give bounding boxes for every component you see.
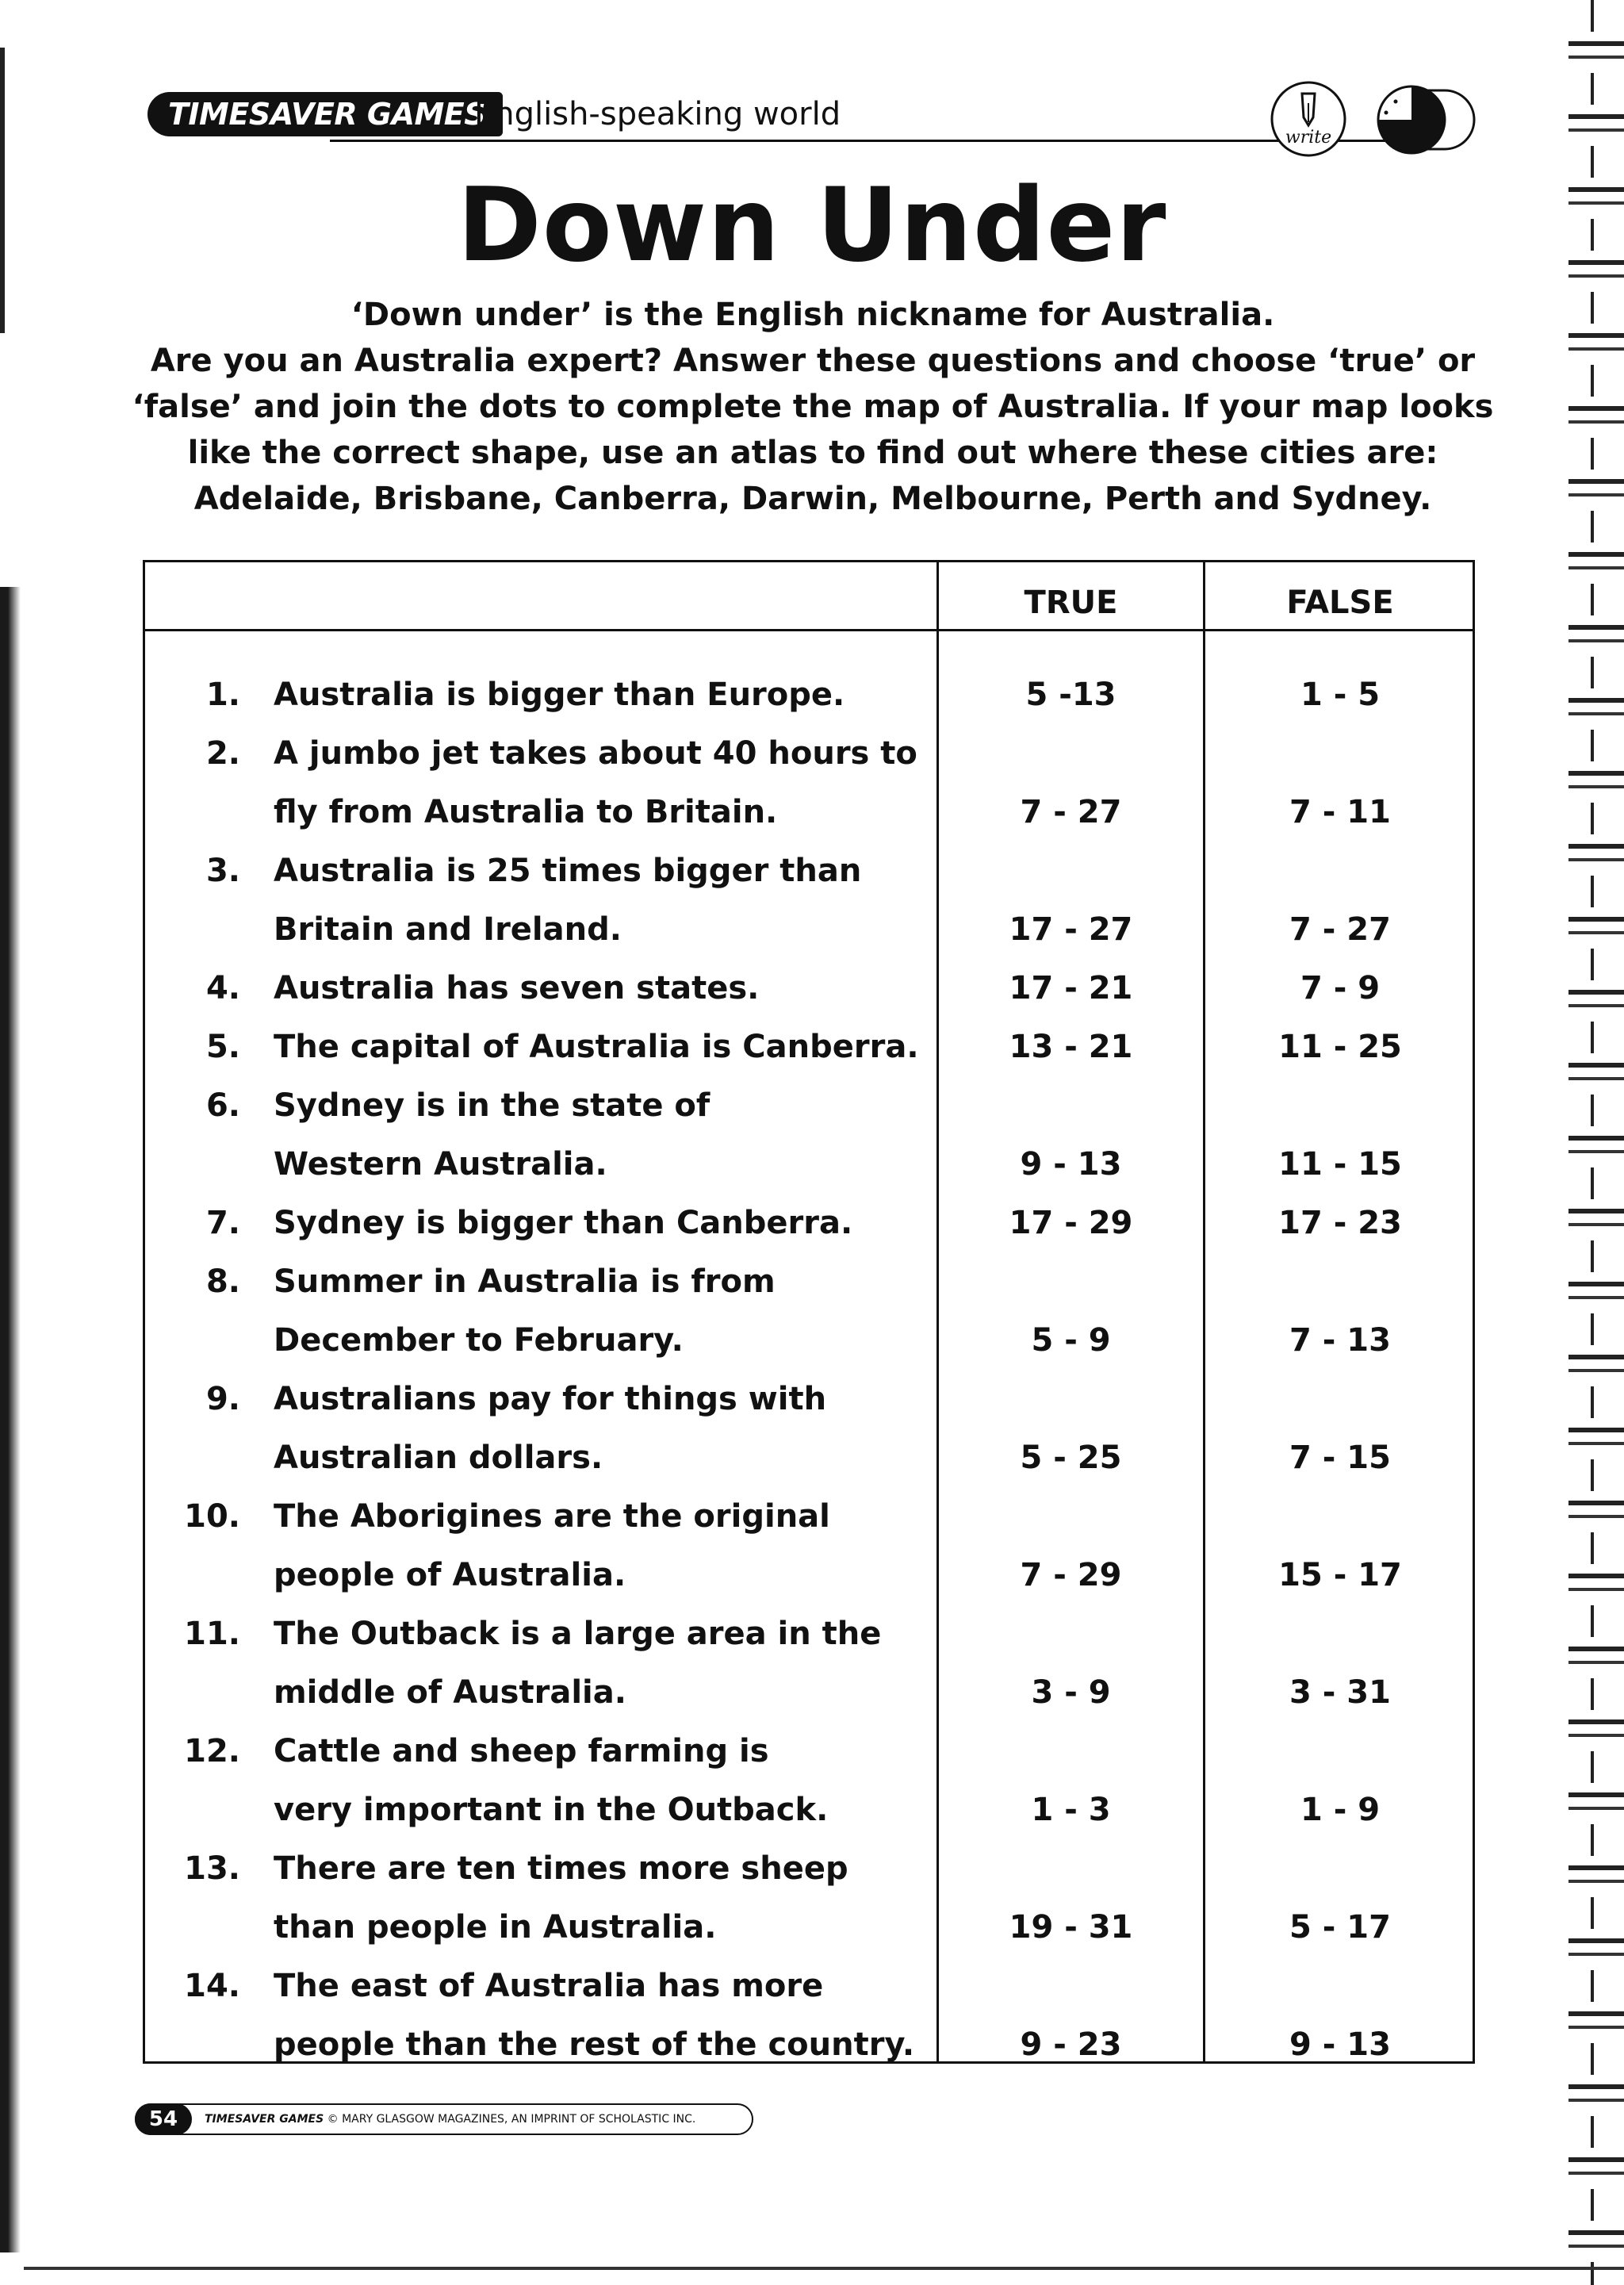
question-text: Australia has seven states.: [274, 970, 760, 1006]
question-row: [145, 1018, 1473, 1076]
question-text: Summer in Australia is from: [274, 1263, 776, 1300]
question-text: Australia is 25 times bigger than: [274, 853, 862, 889]
intro-line: like the correct shape, use an atlas to find out where these cities are:: [187, 435, 1438, 471]
question-text: Britain and Ireland.: [274, 911, 622, 948]
question-number: 11.: [184, 1616, 240, 1652]
false-dots-answer: 5 - 17: [1289, 1909, 1391, 1946]
spiral-binding-edge: [1568, 0, 1624, 2285]
question-row: [145, 665, 1473, 724]
intro-line: Are you an Australia expert? Answer these questions and choose ‘true’ or: [150, 343, 1476, 379]
question-number: 3.: [205, 853, 240, 889]
false-dots-answer: 1 - 5: [1300, 677, 1381, 713]
question-row: [145, 842, 1473, 959]
true-dots-answer: 9 - 23: [1020, 2026, 1122, 2063]
brand-badge: TIMESAVER GAMES: [147, 92, 503, 136]
header-subtitle: English-speaking world: [474, 96, 841, 132]
page-title: Down Under: [457, 167, 1167, 285]
question-row: [145, 1076, 1473, 1194]
true-dots-answer: 13 - 21: [1009, 1029, 1133, 1065]
question-text: Sydney is in the state of: [274, 1087, 710, 1124]
question-row: [145, 724, 1473, 842]
question-number: 12.: [184, 1733, 240, 1769]
write-pen-icon: [1266, 76, 1351, 162]
question-text: middle of Australia.: [274, 1674, 626, 1711]
false-dots-answer: 7 - 13: [1289, 1322, 1391, 1359]
question-row: [145, 1487, 1473, 1604]
scan-edge-bottom: [24, 2267, 1624, 2270]
question-number: 13.: [184, 1850, 240, 1887]
false-dots-answer: 7 - 27: [1289, 911, 1391, 948]
question-number: 4.: [205, 970, 240, 1006]
question-text: The east of Australia has more: [274, 1968, 824, 2004]
intro-line: ‘Down under’ is the English nickname for Australia.: [350, 297, 1275, 333]
question-row: [145, 1722, 1473, 1839]
page-footer: [135, 2103, 758, 2138]
question-text: Cattle and sheep farming is: [274, 1733, 769, 1769]
scan-edge-left: [0, 587, 21, 2252]
column-header-true: TRUE: [1024, 585, 1118, 621]
question-text: Western Australia.: [274, 1146, 607, 1183]
page-header: [147, 92, 1472, 146]
question-text: The Aborigines are the original: [274, 1498, 830, 1535]
true-dots-answer: 17 - 27: [1009, 911, 1133, 948]
question-row: [145, 1370, 1473, 1487]
footer-copyright-text: © MARY GLASGOW MAGAZINES, AN IMPRINT OF SCHOLASTIC INC.: [324, 2113, 696, 2126]
question-number: 10.: [184, 1498, 240, 1535]
question-number: 8.: [205, 1263, 240, 1300]
page-number: 54: [135, 2103, 192, 2135]
question-number: 6.: [205, 1087, 240, 1124]
question-text: A jumbo jet takes about 40 hours to: [274, 735, 917, 772]
false-dots-answer: 7 - 9: [1300, 970, 1381, 1006]
intro-line: ‘false’ and join the dots to complete the map of Australia. If your map looks: [132, 389, 1494, 425]
intro-line: Adelaide, Brisbane, Canberra, Darwin, Melbourne, Perth and Sydney.: [193, 481, 1432, 517]
question-row: [145, 1252, 1473, 1370]
question-text: The capital of Australia is Canberra.: [274, 1029, 919, 1065]
question-text: Sydney is bigger than Canberra.: [274, 1205, 853, 1241]
true-dots-answer: 19 - 31: [1009, 1909, 1133, 1946]
question-text: Australian dollars.: [274, 1440, 603, 1476]
footer-copyright: [205, 2103, 695, 2135]
question-text: There are ten times more sheep: [274, 1850, 848, 1887]
question-text: people than the rest of the country.: [274, 2026, 915, 2063]
false-dots-answer: 17 - 23: [1278, 1205, 1402, 1241]
true-dots-answer: 5 - 9: [1031, 1322, 1111, 1359]
false-dots-answer: 11 - 25: [1278, 1029, 1402, 1065]
false-dots-answer: 7 - 11: [1289, 794, 1391, 830]
false-dots-answer: 15 - 17: [1278, 1557, 1402, 1593]
question-text: Australia is bigger than Europe.: [274, 677, 845, 713]
false-dots-answer: 7 - 15: [1289, 1440, 1391, 1476]
question-text: The Outback is a large area in the: [274, 1616, 882, 1652]
question-text: people of Australia.: [274, 1557, 626, 1593]
question-text: Australians pay for things with: [274, 1381, 827, 1417]
true-dots-answer: 5 -13: [1025, 677, 1116, 713]
question-text: December to February.: [274, 1322, 684, 1359]
false-dots-answer: 11 - 15: [1278, 1146, 1402, 1183]
question-number: 14.: [184, 1968, 240, 2004]
question-number: 7.: [205, 1205, 240, 1241]
write-icon-label: write: [1285, 128, 1332, 148]
quiz-table: [143, 560, 1475, 2064]
level-indicator-icon: [1350, 84, 1477, 155]
footer-brand: TIMESAVER GAMES: [205, 2113, 324, 2126]
true-dots-answer: 7 - 29: [1020, 1557, 1122, 1593]
question-text: than people in Australia.: [274, 1909, 717, 1946]
true-dots-answer: 3 - 9: [1031, 1674, 1111, 1711]
header-divider: [145, 629, 1473, 631]
question-row: [145, 959, 1473, 1018]
question-number: 5.: [205, 1029, 240, 1065]
question-text: very important in the Outback.: [274, 1792, 829, 1828]
question-row: [145, 1957, 1473, 2074]
false-dots-answer: 1 - 9: [1300, 1792, 1381, 1828]
question-number: 2.: [205, 735, 240, 772]
question-row: [145, 1194, 1473, 1252]
column-header-false: FALSE: [1286, 585, 1394, 621]
true-dots-answer: 17 - 21: [1009, 970, 1133, 1006]
false-dots-answer: 9 - 13: [1289, 2026, 1391, 2063]
question-number: 1.: [205, 677, 240, 713]
question-row: [145, 1839, 1473, 1957]
true-dots-answer: 7 - 27: [1020, 794, 1122, 830]
false-dots-answer: 3 - 31: [1289, 1674, 1391, 1711]
question-number: 9.: [205, 1381, 240, 1417]
question-row: [145, 1604, 1473, 1722]
true-dots-answer: 9 - 13: [1020, 1146, 1122, 1183]
true-dots-answer: 5 - 25: [1020, 1440, 1122, 1476]
true-dots-answer: 1 - 3: [1031, 1792, 1111, 1828]
intro-paragraph: [127, 292, 1499, 522]
question-text: fly from Australia to Britain.: [274, 794, 778, 830]
true-dots-answer: 17 - 29: [1009, 1205, 1133, 1241]
